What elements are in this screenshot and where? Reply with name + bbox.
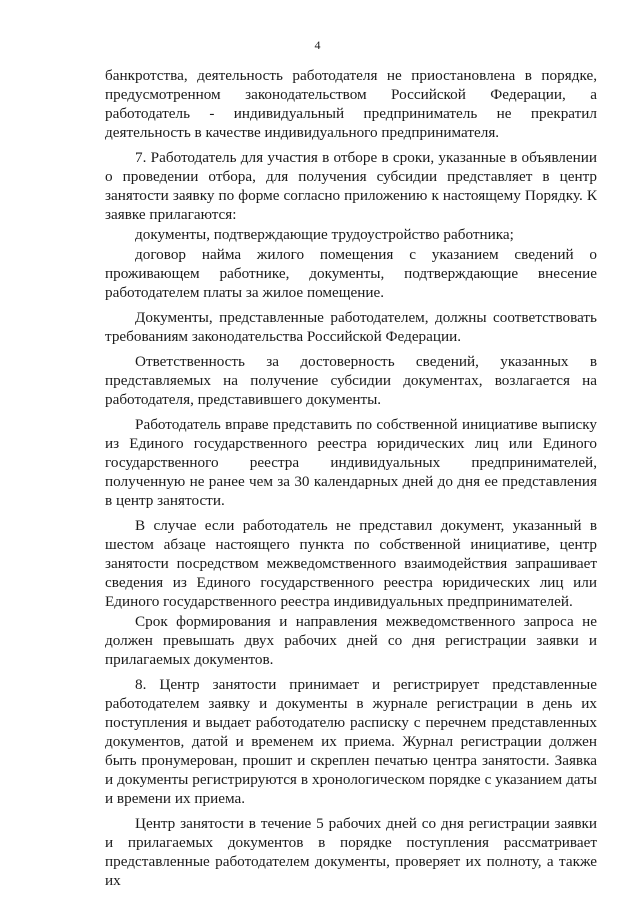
paragraph-lease-contract: договор найма жилого помещения с указанием сведений о проживающем работнике, документы, подтверждающие внесение работодателем платы за жилое помещение.: [105, 246, 597, 301]
document-body: [105, 66, 597, 891]
paragraph-employment-docs: документы, подтверждающие трудоустройство работника;: [135, 226, 514, 243]
paragraph-docs-compliance: Документы, представленные работодателем, должны соответствовать требованиям законодательства Российской Федерации.: [105, 309, 597, 345]
page-number: 4: [314, 38, 321, 52]
paragraph-bankruptcy-clause: банкротства, деятельность работодателя не приостановлена в порядке, предусмотренном законодательством Российской Федерации, а работодатель - индивидуальный предприниматель не прекратил деятельность в качестве индивидуального предпринимателя.: [105, 67, 597, 141]
paragraph-review-period: Центр занятости в течение 5 рабочих дней со дня регистрации заявки и прилагаемых документов в порядке поступления рассматривает представленные работодателем документы, проверяет их полноту, а также их: [105, 815, 597, 889]
paragraph-registry-extract: Работодатель вправе представить по собственной инициативе выписку из Единого государственного реестра юридических лиц или Единого государственного реестра индивидуальных предпринимателей, полученную не ранее чем за 30 календарных дней до дня ее представления в центр занятости.: [105, 416, 597, 509]
paragraph-responsibility: Ответственность за достоверность сведений, указанных в представляемых на получение субсидии документах, возлагается на работодателя, представившего документы.: [105, 353, 597, 408]
paragraph-request-deadline: Срок формирования и направления межведомственного запроса не должен превышать двух рабочих дней со дня регистрации заявки и прилагаемых документов.: [105, 613, 597, 668]
paragraph-item-8: 8. Центр занятости принимает и регистрирует представленные работодателем заявку и документы в журнале регистрации в день их поступления и выдает работодателю расписку с перечнем представленных документов, датой и временем их приема. Журнал регистрации должен быть пронумерован, прошит и скреплен печатью центра занятости. Заявка и документы регистрируются в хронологическом порядке с указанием даты и времени их приема.: [105, 676, 597, 807]
paragraph-interagency-request: В случае если работодатель не представил документ, указанный в шестом абзаце настоящего пункта по собственной инициативе, центр занятости посредством межведомственного взаимодействия запрашивает сведения из Единого государственного реестра юридических лиц или Единого государственного реестра индивидуальных предпринимателей.: [105, 517, 597, 610]
paragraph-item-7: 7. Работодатель для участия в отборе в сроки, указанные в объявлении о проведении отбора, для получения субсидии представляет в центр занятости заявку по форме согласно приложению к настоящему Порядку. К заявке прилагаются:: [105, 149, 597, 223]
